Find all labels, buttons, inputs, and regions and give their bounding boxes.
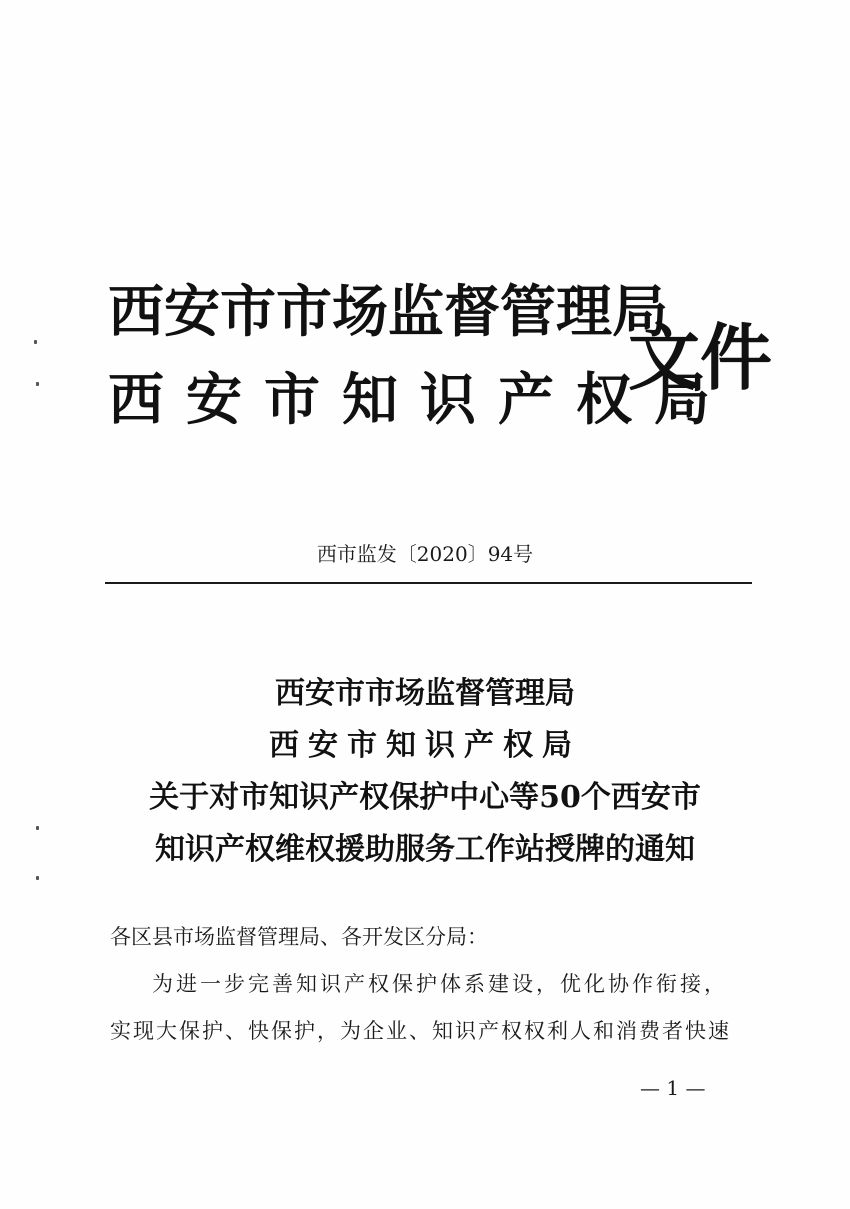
title-line-2: 西安市知识产权局: [269, 728, 581, 763]
document-number: 西市监发〔2020〕94号: [316, 542, 534, 566]
scan-speck: [36, 382, 39, 386]
scan-speck: [36, 826, 39, 830]
document-title: [0, 668, 850, 876]
issuer-header: [108, 276, 773, 446]
title-line-1: 西安市市场监督管理局: [275, 676, 575, 711]
title-line-3: 关于对市知识产权保护中心等50个西安市: [149, 780, 701, 815]
issuer-name-1: 西安市市场监督管理局: [108, 279, 668, 345]
page-number: — 1 —: [640, 1076, 706, 1100]
document-body: [110, 914, 755, 1055]
scan-speck: [34, 340, 37, 344]
salutation: 各区县市场监督管理局、各开发区分局：: [110, 925, 488, 949]
paragraph-line-1: 为进一步完善知识产权保护体系建设，优化协作衔接，: [152, 972, 728, 996]
document-type-label: 文件: [628, 315, 773, 400]
issuer-name-2: 西安市知识产权局: [108, 367, 732, 433]
paragraph-line-2: 实现大保护、快保护，为企业、知识产权权利人和消费者快速: [110, 1019, 731, 1043]
header-divider: [105, 582, 752, 584]
title-line-4: 知识产权维权援助服务工作站授牌的通知: [155, 832, 695, 867]
scan-speck: [36, 876, 39, 880]
